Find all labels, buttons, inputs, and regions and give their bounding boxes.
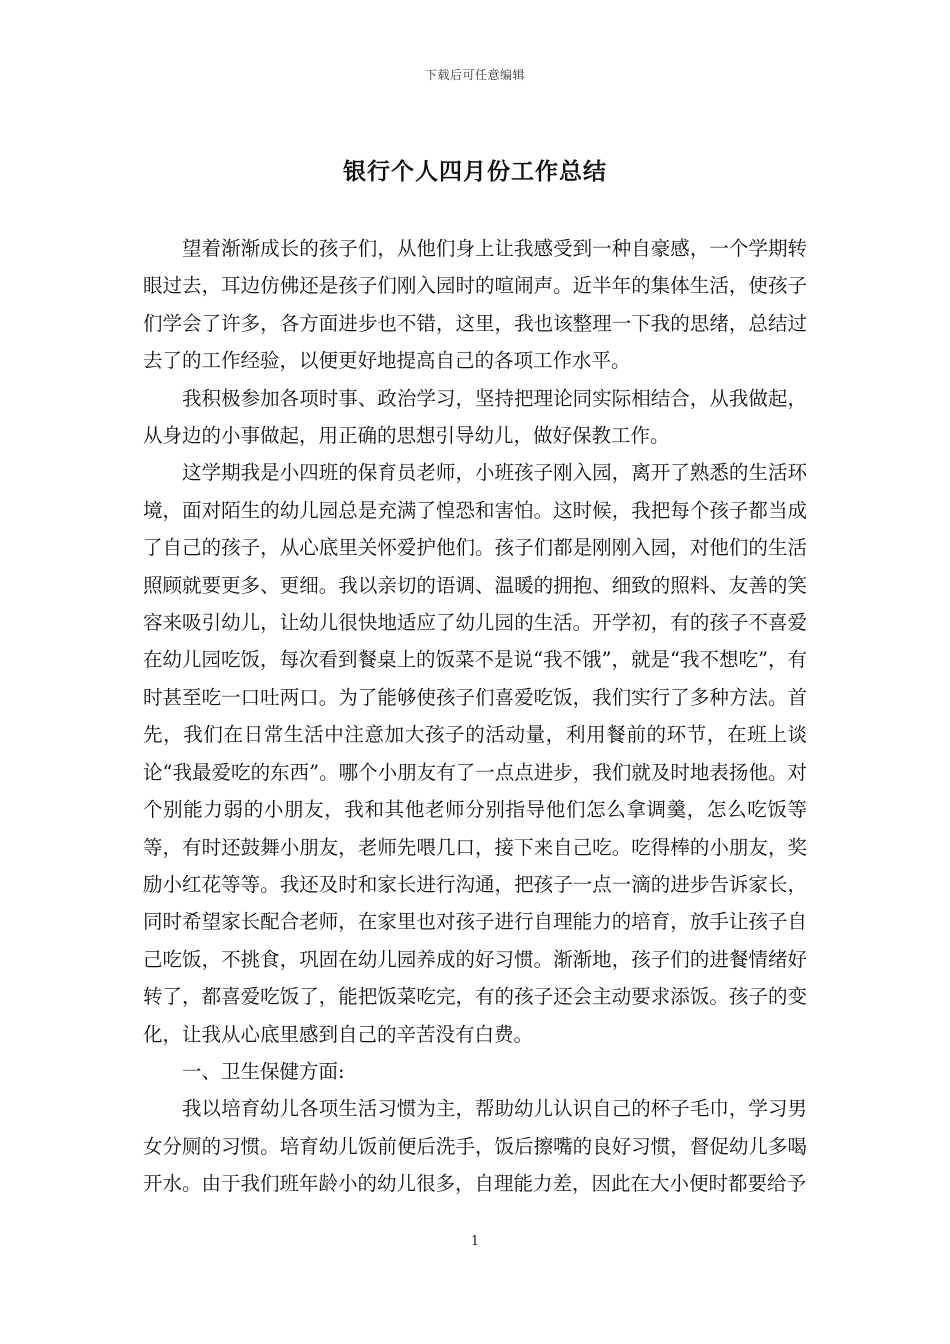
document-body [143,230,807,1203]
document-title: 银行个人四月份工作总结 [343,159,607,185]
paragraph-class-work: 这学期我是小四班的保育员老师，小班孩子刚入园，离开了熟悉的生活环境，面对陌生的幼儿园总是充满了惶恐和害怕。这时候，我把每个孩子都当成了自己的孩子，从心底里关怀爱护他们。孩子们都是刚刚入园，对他们的生活照顾就要更多、更细。我以亲切的语调、温暖的拥抱、细致的照料、友善的笑容来吸引幼儿，让幼儿很快地适应了幼儿园的生活。开学初，有的孩子不喜爱在幼儿园吃饭，每次看到餐桌上的饭菜不是说“我不饿”，就是“我不想吃”，有时甚至吃一口吐两口。为了能够使孩子们喜爱吃饭，我们实行了多种方法。首先，我们在日常生活中注意加大孩子的活动量，利用餐前的环节，在班上谈论“我最爱吃的东西”。哪个小朋友有了一点点进步，我们就及时地表扬他。对个别能力弱的小朋友，我和其他老师分别指导他们怎么拿调羹，怎么吃饭等等，有时还鼓舞小朋友，老师先喂几口，接下来自己吃。吃得棒的小朋友，奖励小红花等等。我还及时和家长进行沟通，把孩子一点一滴的进步告诉家长，同时希望家长配合老师，在家里也对孩子进行自理能力的培育，放手让孩子自己吃饭，不挑食，巩固在幼儿园养成的好习惯。渐渐地，孩子们的进餐情绪好转了，都喜爱吃饭了，能把饭菜吃完，有的孩子还会主动要求添饭。孩子的变化，让我从心底里感到自己的辛苦没有白费。 [143,461,807,1046]
page-number: 1 [470,1234,480,1249]
section-heading-hygiene: 一、卫生保健方面: [182,1059,345,1083]
paragraph-hygiene: 我以培育幼儿各项生活习惯为主，帮助幼儿认识自己的杯子毛巾，学习男女分厕的习惯。培育幼儿饭前便后洗手，饭后擦嘴的良好习惯，督促幼儿多喝开水。由于我们班年龄小的幼儿很多，自理能力差，因此在大小便时都要给予 [143,1097,807,1196]
header-note: 下载后可任意编辑 [424,68,525,82]
paragraph-study: 我积极参加各项时事、政治学习，坚持把理论同实际相结合，从我做起，从身边的小事做起，用正确的思想引导幼儿，做好保教工作。 [143,386,807,448]
paragraph-intro: 望着渐渐成长的孩子们，从他们身上让我感受到一种自豪感，一个学期转眼过去，耳边仿佛还是孩子们刚入园时的喧闹声。近半年的集体生活，使孩子们学会了许多，各方面进步也不错，这里，我也该整理一下我的思绪，总结过去了的工作经验，以便更好地提高自己的各项工作水平。 [143,237,807,373]
